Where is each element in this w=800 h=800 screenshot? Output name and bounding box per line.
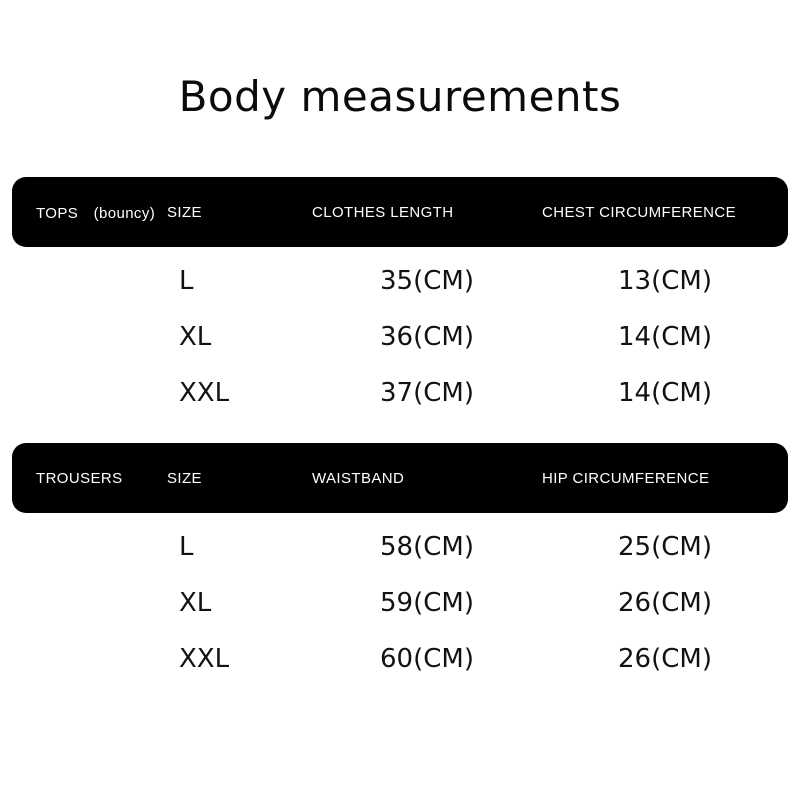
trousers-row-2-waistband: 60(CM) bbox=[380, 644, 474, 674]
trousers-table bbox=[12, 443, 788, 687]
trousers-table-header-row bbox=[12, 443, 788, 513]
tops-table-header-row bbox=[12, 177, 788, 247]
table-row bbox=[12, 631, 788, 687]
tops-row-1-size: XL bbox=[179, 322, 212, 352]
table-row bbox=[12, 575, 788, 631]
trousers-row-0-size: L bbox=[179, 532, 194, 562]
tops-row-2-chest-circumference: 14(CM) bbox=[618, 378, 712, 408]
tops-header-clothes-length: CLOTHES LENGTH bbox=[312, 203, 454, 221]
trousers-header-size: SIZE bbox=[167, 469, 202, 487]
trousers-header-category: TROUSERS bbox=[36, 469, 123, 487]
table-row bbox=[12, 253, 788, 309]
tops-row-2-clothes-length: 37(CM) bbox=[380, 378, 474, 408]
trousers-row-1-waistband: 59(CM) bbox=[380, 588, 474, 618]
page-title: Body measurements bbox=[178, 72, 622, 121]
tops-table bbox=[12, 177, 788, 421]
trousers-header-hip-circumference: HIP CIRCUMFERENCE bbox=[542, 469, 710, 487]
table-row bbox=[12, 519, 788, 575]
trousers-row-2-size: XXL bbox=[179, 644, 230, 674]
table-row bbox=[12, 309, 788, 365]
tops-table-body bbox=[12, 247, 788, 421]
tops-row-0-chest-circumference: 13(CM) bbox=[618, 266, 712, 296]
trousers-row-0-hip-circumference: 25(CM) bbox=[618, 532, 712, 562]
table-row bbox=[12, 365, 788, 421]
trousers-row-2-hip-circumference: 26(CM) bbox=[618, 644, 712, 674]
trousers-row-1-hip-circumference: 26(CM) bbox=[618, 588, 712, 618]
tops-row-0-size: L bbox=[179, 266, 194, 296]
trousers-row-1-size: XL bbox=[179, 588, 212, 618]
tops-header-chest-circumference: CHEST CIRCUMFERENCE bbox=[542, 203, 737, 221]
trousers-table-body bbox=[12, 513, 788, 687]
tops-row-1-clothes-length: 36(CM) bbox=[380, 322, 474, 352]
tops-header-size: SIZE bbox=[167, 203, 202, 221]
tops-row-1-chest-circumference: 14(CM) bbox=[618, 322, 712, 352]
tops-header-category: TOPS (bouncy) bbox=[36, 204, 156, 222]
trousers-row-0-waistband: 58(CM) bbox=[380, 532, 474, 562]
tops-row-2-size: XXL bbox=[179, 378, 230, 408]
tops-row-0-clothes-length: 35(CM) bbox=[380, 266, 474, 296]
trousers-header-waistband: WAISTBAND bbox=[312, 469, 405, 487]
